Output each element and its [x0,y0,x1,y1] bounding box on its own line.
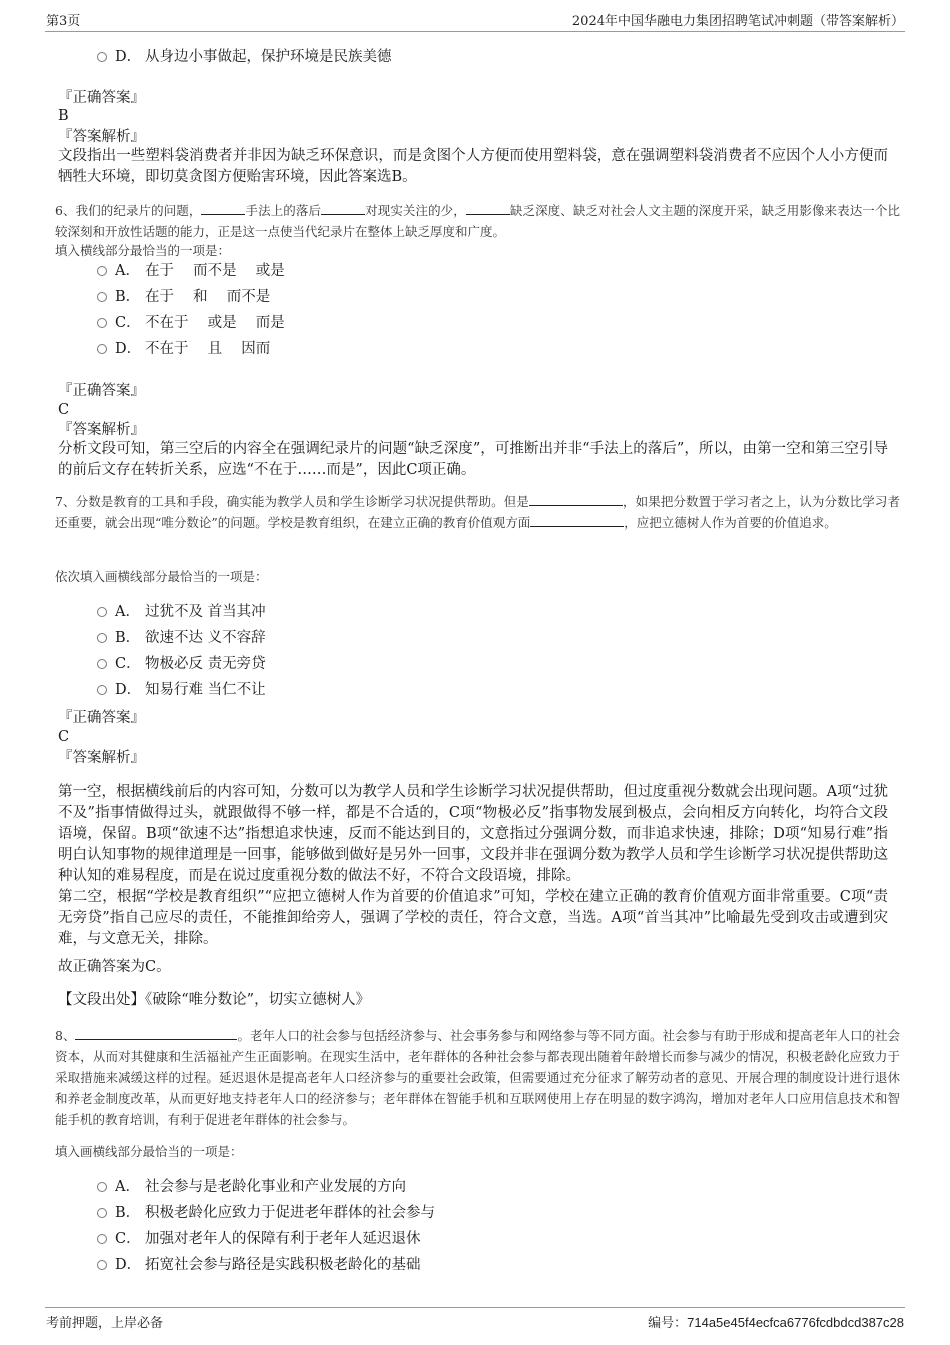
analysis-text: 分析文段可知，第三空后的内容全在强调纪录片的问题“缺乏深度”，可推断出并非“手法上的落后”，所以，由第一空和第三空引导的前后文存在转折关系，应选“不在于……而是”，因此C项正确。 [58,441,888,478]
option-text: 从身边小事做起，保护环境是民族美德 [145,49,392,65]
question-stem: 6、我们的纪录片的问题， 手法上的落后 对现实关注的少， 缺乏深度、缺乏对社会人文主题的深度开采，缺乏用影像来表达一个比较深刻和开放性话题的能力，正是这一点使当代纪录片在整体上缺乏厚度和广度。 [55,203,900,239]
option-text: 在于 而不是 或是 [145,263,285,279]
analysis-label: 『答案解析』 [58,129,145,145]
fill-blank [75,1027,237,1040]
document-code-label: 编号： [648,1316,688,1331]
header-divider [45,31,905,32]
radio-button-icon[interactable] [97,659,107,669]
q8-option-d[interactable] [97,1255,421,1275]
answer-value: C [58,402,70,418]
fill-blank [201,202,245,215]
option-text: 拓宽社会参与路径是实践积极老龄化的基础 [145,1257,421,1273]
radio-button-icon[interactable] [97,607,107,617]
document-code-value: 714a5e45f4ecfca6776fcdbdcd387c28 [687,1315,904,1330]
option-letter: C． [115,315,141,331]
option-text: 不在于 且 因而 [145,341,271,357]
fill-blank [466,202,510,215]
fill-blank [529,493,623,506]
analysis-text: 文段指出一些塑料袋消费者并非因为缺乏环保意识，而是贪图个人方便而使用塑料袋，意在强调塑料袋消费者不应因个人小方便而牺牲大环境，即切莫贪图方便贻害环境，因此答案选B。 [58,148,888,185]
analysis-paragraph-2: 第二空，根据“学校是教育组织”“应把立德树人作为首要的价值追求”可知，学校在建立正确的教育价值观方面非常重要。C项“责无旁贷”指自己应尽的责任，不能推卸给旁人，强调了学校的责任，符合文意，当选。A项“首当其冲”比喻最先受到攻击或遭到灾难，与文意无关，排除。 [58,889,888,947]
radio-button-icon[interactable] [97,685,107,695]
option-letter: A． [115,263,140,279]
radio-button-icon[interactable] [97,266,107,276]
footer-divider [45,1307,905,1308]
option-letter: B． [115,289,141,305]
option-letter: D． [115,682,142,698]
option-text: 加强对老年人的保障有利于老年人延迟退休 [145,1231,421,1247]
analysis-conclusion: 故正确答案为C。 [58,959,171,975]
page-number: 第3页 [46,14,81,29]
q6-option-b[interactable] [97,287,270,307]
option-text: 过犹不及 首当其冲 [145,604,266,620]
option-letter: D． [115,49,142,65]
option-letter: D． [115,341,142,357]
answer-label: 『正确答案』 [58,90,145,106]
option-letter: A． [115,604,140,620]
option-letter: A． [115,1179,140,1195]
option-text: 积极老龄化应致力于促进老年群体的社会参与 [145,1205,435,1221]
question-prompt: 填入画横线部分最恰当的一项是： [55,1144,243,1159]
question-prompt: 填入横线部分最恰当的一项是： [55,243,231,258]
q6-option-d[interactable] [97,339,270,359]
document-code [648,1312,904,1331]
footer-slogan: 考前押题，上岸必备 [46,1316,164,1331]
radio-button-icon[interactable] [97,318,107,328]
option-text: 不在于 或是 而是 [145,315,285,331]
option-letter: D． [115,1257,142,1273]
radio-button-icon[interactable] [97,292,107,302]
source-citation: 【文段出处】《破除“唯分数论”，切实立德树人》 [58,992,371,1008]
q7-option-a[interactable] [97,602,266,622]
question-stem: 8、 。老年人口的社会参与包括经济参与、社会事务参与和网络参与等不同方面。社会参与有助于形成和提高老年人口的社会资本，从而对其健康和生活福祉产生正面影响。在现实生活中，老年群体的各种社会参与都表现出随着年龄增长而参与减少的情况，积极老龄化应致力于采取措施来减缓这样的过程。延迟退休是提高老年人口经济参与的重要社会政策，但需要通过充分征求了解劳动者的意见、开展合理的制度设计进行退休和养老金制度改革，从而更好地支持老年人口的经济参与；老年群体在智能手机和互联网使用上存在明显的数字鸿沟，增加对老年人口应用信息技术和智能手机的教育培训，有利于促进老年群体的社会参与。 [55,1028,901,1127]
radio-button-icon[interactable] [97,1260,107,1270]
q7-option-c[interactable] [97,654,266,674]
answer-value: C [58,729,70,745]
q7-option-b[interactable] [97,628,266,648]
answer-label: 『正确答案』 [58,710,145,726]
option-letter: B． [115,630,141,646]
option-text: 欲速不达 义不容辞 [145,630,266,646]
option-letter: B． [115,1205,141,1221]
fill-blank [321,202,365,215]
answer-label: 『正确答案』 [58,383,145,399]
q6-option-c[interactable] [97,313,285,333]
q8-option-b[interactable] [97,1203,435,1223]
radio-button-icon[interactable] [97,52,107,62]
option-text: 知易行难 当仁不让 [145,682,266,698]
radio-button-icon[interactable] [97,633,107,643]
option-letter: C． [115,656,141,672]
analysis-paragraph-1: 第一空，根据横线前后的内容可知，分数可以为教学人员和学生诊断学习状况提供帮助，但过度重视分数就会出现问题。A项“过犹不及”指事情做得过头，就跟做得不够一样，都是不合适的，C项“物极必反”指事物发展到极点，会向相反方向转化，均符合文段语境，保留。B项“欲速不达”指想追求快速，反而不能达到目的，文意指过分强调分数，而非追求快速，排除；D项“知易行难”指明白认知事物的规律道理是一回事，能够做到做好是另外一回事，文段并非在强调分数为教学人员和学生诊断学习状况提供帮助这种认知的难易程度，而是在说过度重视分数的做法不好，不符合文段语境，排除。 [58,784,888,884]
question-prompt: 依次填入画横线部分最恰当的一项是： [55,569,268,584]
analysis-label: 『答案解析』 [58,422,145,438]
radio-button-icon[interactable] [97,1182,107,1192]
q7-option-d[interactable] [97,680,266,700]
analysis-label: 『答案解析』 [58,750,145,766]
fill-blank [530,514,624,527]
q5-option-d[interactable] [97,47,392,67]
option-text: 社会参与是老龄化事业和产业发展的方向 [145,1179,406,1195]
q8-option-a[interactable] [97,1177,406,1197]
q6-option-a[interactable] [97,261,285,281]
answer-value: B [58,108,69,124]
option-letter: C． [115,1231,141,1247]
radio-button-icon[interactable] [97,344,107,354]
option-text: 物极必反 责无旁贷 [145,656,266,672]
q8-option-c[interactable] [97,1229,421,1249]
question-stem: 7、分数是教育的工具和手段，确实能为教学人员和学生诊断学习状况提供帮助。但是 ，如果把分数置于学习者之上，认为分数比学习者还重要，就会出现“唯分数论”的问题。学校是教育组织，在建立正确的教育价值观方面 ，应把立德树人作为首要的价值追求。 [55,494,900,530]
radio-button-icon[interactable] [97,1234,107,1244]
option-text: 在于 和 而不是 [145,289,271,305]
document-title: 2024年中国华融电力集团招聘笔试冲刺题（带答案解析） [571,14,904,29]
radio-button-icon[interactable] [97,1208,107,1218]
